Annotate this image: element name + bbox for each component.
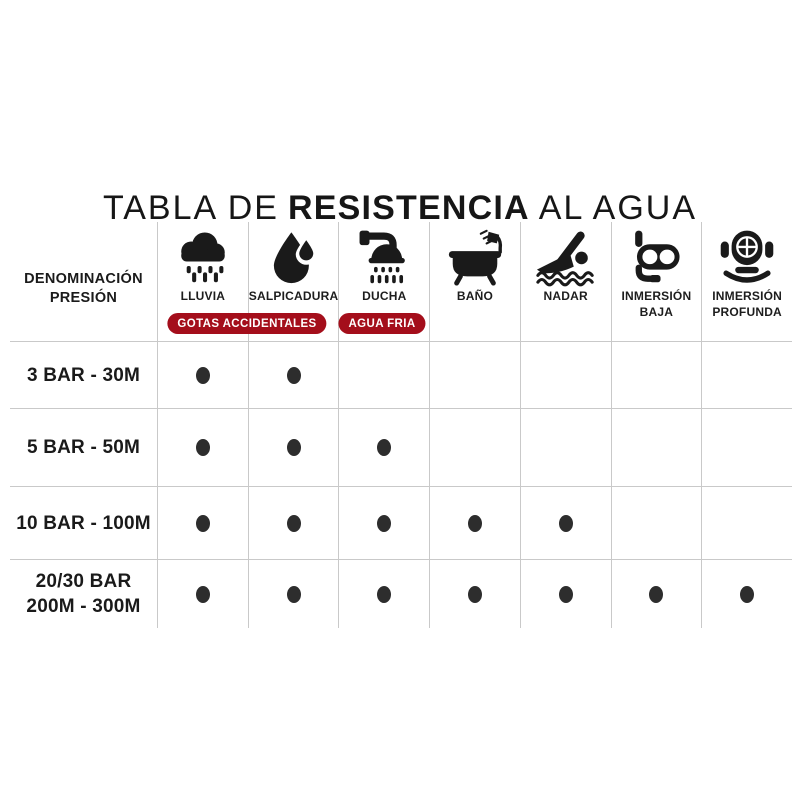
rain-cloud-icon bbox=[174, 225, 232, 287]
column-label-line: BAJA bbox=[639, 305, 674, 319]
water-resistance-table bbox=[10, 222, 792, 628]
column-label-line: INMERSIÓN bbox=[621, 289, 692, 303]
row-label-line: 20/30 BAR bbox=[35, 571, 132, 592]
table-cell bbox=[701, 408, 792, 486]
column-label-line: INMERSIÓN bbox=[712, 289, 783, 303]
row-label-line: 5 BAR - 50M bbox=[26, 437, 141, 458]
resistance-dot bbox=[740, 586, 754, 603]
resistance-dot bbox=[287, 515, 301, 532]
table-cell bbox=[248, 559, 339, 628]
table-cell bbox=[157, 408, 248, 486]
table-cell bbox=[701, 486, 792, 559]
column-label bbox=[249, 288, 339, 304]
badge-agua-fria bbox=[338, 313, 425, 334]
water-drop-icon bbox=[266, 225, 322, 287]
table-cell bbox=[248, 486, 339, 559]
resistance-dot bbox=[559, 515, 573, 532]
table-cell bbox=[338, 341, 429, 408]
table-cell bbox=[701, 341, 792, 408]
column-label bbox=[181, 288, 226, 304]
table-cell bbox=[520, 408, 611, 486]
table-cell bbox=[157, 486, 248, 559]
table-cell bbox=[429, 486, 520, 559]
diving-helmet-icon bbox=[718, 225, 776, 287]
row-label-line: 10 BAR - 100M bbox=[16, 512, 151, 534]
table-cell bbox=[338, 408, 429, 486]
resistance-dot bbox=[649, 586, 663, 603]
resistance-dot bbox=[287, 367, 301, 384]
column-label-line: DUCHA bbox=[362, 289, 407, 303]
badge-gotas-accidentales-label: GOTAS ACCIDENTALES bbox=[177, 317, 317, 330]
column-label-line: SALPICADURA bbox=[248, 289, 339, 303]
resistance-grid bbox=[10, 222, 792, 628]
table-cell bbox=[429, 408, 520, 486]
column-label bbox=[457, 288, 493, 304]
table-cell bbox=[611, 486, 702, 559]
table-cell bbox=[157, 341, 248, 408]
row-label-line: 200M - 300M bbox=[26, 596, 141, 617]
resistance-dot bbox=[468, 586, 482, 603]
table-cell bbox=[611, 408, 702, 486]
pressure-denomination-header bbox=[10, 222, 157, 341]
table-cell bbox=[520, 486, 611, 559]
pressure-denomination-line1: DENOMINACIÓN bbox=[24, 270, 143, 287]
badge-gotas-accidentales bbox=[167, 313, 326, 334]
table-cell bbox=[248, 408, 339, 486]
title-highlight: RESISTENCIA bbox=[287, 188, 530, 227]
pressure-denomination-line2: PRESIÓN bbox=[49, 289, 118, 306]
column-label-line: NADAR bbox=[543, 289, 588, 303]
table-cell bbox=[338, 559, 429, 628]
bathtub-icon bbox=[444, 225, 506, 287]
table-cell bbox=[701, 559, 792, 628]
column-label-line: PROFUNDA bbox=[712, 305, 782, 319]
column-label bbox=[362, 288, 406, 304]
resistance-dot bbox=[196, 515, 210, 532]
row-label-line: 3 BAR - 30M bbox=[26, 364, 141, 386]
column-label bbox=[544, 288, 588, 304]
resistance-dot bbox=[559, 586, 573, 603]
table-cell bbox=[248, 341, 339, 408]
row-label-2 bbox=[10, 408, 157, 486]
column-header-7 bbox=[701, 222, 792, 341]
row-label-3 bbox=[10, 486, 157, 559]
column-label bbox=[622, 288, 692, 320]
table-cell bbox=[611, 341, 702, 408]
table-cell bbox=[429, 341, 520, 408]
resistance-dot bbox=[287, 439, 301, 456]
resistance-dot bbox=[196, 586, 210, 603]
resistance-dot bbox=[196, 367, 210, 384]
column-header-5 bbox=[520, 222, 611, 341]
swimmer-icon bbox=[535, 225, 597, 287]
snorkel-mask-icon bbox=[627, 225, 685, 287]
row-label-4 bbox=[10, 559, 157, 628]
resistance-dot bbox=[287, 586, 301, 603]
resistance-dot bbox=[468, 515, 482, 532]
column-label-line: BAÑO bbox=[456, 289, 494, 303]
table-cell bbox=[338, 486, 429, 559]
badge-agua-fria-label: AGUA FRIA bbox=[348, 317, 416, 330]
table-cell bbox=[157, 559, 248, 628]
column-header-4 bbox=[429, 222, 520, 341]
resistance-dot bbox=[196, 439, 210, 456]
column-label-line: LLUVIA bbox=[180, 289, 226, 303]
table-cell bbox=[520, 341, 611, 408]
resistance-dot bbox=[377, 586, 391, 603]
table-cell bbox=[520, 559, 611, 628]
resistance-dot bbox=[377, 439, 391, 456]
column-label bbox=[712, 288, 782, 320]
column-header-6 bbox=[611, 222, 702, 341]
table-cell bbox=[429, 559, 520, 628]
table-cell bbox=[611, 559, 702, 628]
shower-icon bbox=[355, 225, 413, 287]
title-prefix: TABLA DE bbox=[102, 188, 279, 227]
title-suffix: AL AGUA bbox=[538, 188, 698, 227]
resistance-dot bbox=[377, 515, 391, 532]
row-label-1 bbox=[10, 341, 157, 408]
